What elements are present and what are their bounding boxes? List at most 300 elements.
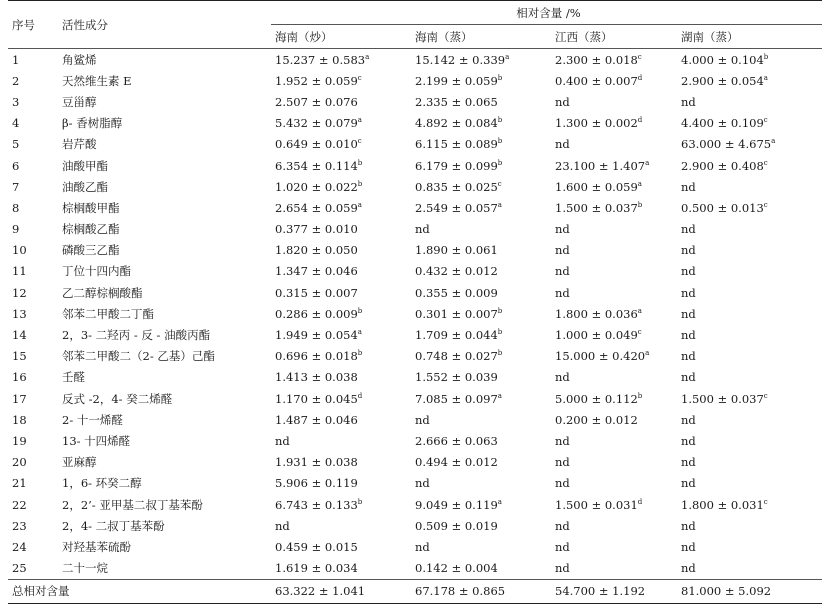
significance-letter: a	[497, 497, 502, 506]
content-cell	[677, 515, 822, 536]
content-value: 4.400 ± 0.109	[681, 116, 764, 131]
component-name: 2，4- 二叔丁基苯酚	[62, 518, 165, 533]
content-cell	[677, 70, 822, 91]
content-value: 1.952 ± 0.059	[275, 73, 358, 88]
content-cell	[271, 197, 411, 218]
component-name: 2，3- 二羟丙 - 反 - 油酸丙酯	[62, 328, 211, 343]
content-value: nd	[681, 370, 696, 385]
content-cell	[551, 197, 677, 218]
table-body	[8, 49, 822, 580]
content-cell	[677, 388, 822, 409]
content-value: nd	[275, 518, 290, 533]
content-value: 1.800 ± 0.036	[555, 306, 638, 321]
content-value: 23.100 ± 1.407	[555, 158, 646, 173]
content-cell	[677, 494, 822, 515]
column-group-relative-content: 相对含量 /%	[271, 1, 822, 25]
content-value: nd	[681, 433, 696, 448]
content-value: 0.432 ± 0.012	[415, 264, 498, 279]
significance-letter: c	[357, 137, 362, 146]
significance-letter: c	[497, 179, 502, 188]
content-cell	[411, 176, 551, 197]
content-value: nd	[555, 455, 570, 470]
content-value: nd	[555, 94, 570, 109]
content-cell	[271, 409, 411, 430]
content-value: nd	[555, 370, 570, 385]
content-cell	[551, 134, 677, 155]
content-cell	[677, 49, 822, 71]
content-cell	[551, 494, 677, 515]
table-row	[8, 452, 822, 473]
total-row	[8, 579, 822, 603]
column-header-index: 序号	[8, 1, 58, 49]
content-value: nd	[681, 306, 696, 321]
component-name: 岩芹酸	[62, 137, 97, 152]
significance-letter: a	[505, 52, 510, 61]
content-cell	[411, 282, 551, 303]
significance-letter: b	[497, 137, 503, 146]
content-cell	[411, 452, 551, 473]
content-cell	[411, 197, 551, 218]
content-value: 0.355 ± 0.009	[415, 285, 498, 300]
content-value: 1.487 ± 0.046	[275, 412, 358, 427]
content-cell	[677, 430, 822, 451]
significance-letter: b	[497, 349, 503, 358]
content-value: 9.049 ± 0.119	[415, 497, 498, 512]
content-value: nd	[555, 476, 570, 491]
content-cell	[677, 176, 822, 197]
content-value: nd	[681, 264, 696, 279]
significance-letter: d	[357, 391, 363, 400]
content-value: 15.142 ± 0.339	[415, 52, 506, 67]
content-value: 4.892 ± 0.084	[415, 116, 498, 131]
content-value: 0.494 ± 0.012	[415, 455, 498, 470]
content-cell	[677, 134, 822, 155]
significance-letter: b	[497, 73, 503, 82]
content-cell	[411, 346, 551, 367]
content-value: nd	[681, 561, 696, 576]
component-name: 棕榈酸甲酯	[62, 200, 120, 215]
significance-letter: c	[763, 158, 768, 167]
content-cell	[677, 536, 822, 557]
row-index: 10	[12, 243, 27, 258]
content-cell	[411, 91, 551, 112]
row-index: 14	[12, 328, 27, 343]
component-name: 二十一烷	[62, 561, 108, 576]
content-value: nd	[555, 518, 570, 533]
content-cell	[551, 346, 677, 367]
content-cell	[271, 155, 411, 176]
significance-letter: a	[771, 137, 776, 146]
row-index: 11	[12, 264, 27, 279]
content-cell	[677, 367, 822, 388]
significance-letter: a	[637, 179, 642, 188]
content-value: 1.500 ± 0.037	[681, 391, 764, 406]
content-cell	[411, 367, 551, 388]
content-cell	[411, 536, 551, 557]
component-name: 角鲨烯	[62, 52, 97, 67]
content-value: 0.301 ± 0.007	[415, 306, 498, 321]
content-cell	[271, 134, 411, 155]
content-value: 0.142 ± 0.004	[415, 561, 498, 576]
content-cell	[677, 473, 822, 494]
content-value: 0.835 ± 0.025	[415, 179, 498, 194]
content-cell	[271, 240, 411, 261]
significance-letter: d	[637, 116, 643, 125]
content-cell	[551, 282, 677, 303]
content-cell	[411, 240, 551, 261]
content-cell	[551, 219, 677, 240]
content-cell	[271, 70, 411, 91]
content-cell	[677, 346, 822, 367]
significance-letter: b	[497, 306, 503, 315]
content-value: 5.432 ± 0.079	[275, 116, 358, 131]
significance-letter: a	[497, 391, 502, 400]
significance-letter: c	[357, 73, 362, 82]
component-name: 反式 -2，4- 癸二烯醛	[62, 391, 173, 406]
table-row	[8, 324, 822, 345]
content-value: 0.400 ± 0.007	[555, 73, 638, 88]
content-cell	[551, 91, 677, 112]
content-value: 2.335 ± 0.065	[415, 94, 498, 109]
component-name: 油酸乙酯	[62, 179, 108, 194]
row-index: 7	[12, 179, 20, 194]
content-value: nd	[555, 433, 570, 448]
relative-content-table	[8, 0, 822, 604]
content-cell	[271, 473, 411, 494]
content-cell	[551, 155, 677, 176]
total-label: 总相对含量	[8, 579, 271, 603]
component-name: 油酸甲酯	[62, 158, 108, 173]
content-value: nd	[555, 243, 570, 258]
component-name: 壬醛	[62, 370, 85, 385]
content-value: 6.179 ± 0.099	[415, 158, 498, 173]
table-row	[8, 536, 822, 557]
content-cell	[271, 430, 411, 451]
significance-letter: b	[763, 52, 769, 61]
table-row	[8, 558, 822, 580]
table-row	[8, 515, 822, 536]
table-row	[8, 49, 822, 71]
component-name: 邻苯二甲酸二（2- 乙基）己酯	[62, 349, 215, 364]
content-cell	[677, 197, 822, 218]
table-footer	[8, 579, 822, 603]
row-index: 1	[12, 52, 20, 67]
content-value: 1.820 ± 0.050	[275, 243, 358, 258]
row-index: 24	[12, 539, 27, 554]
content-value: 2.654 ± 0.059	[275, 200, 358, 215]
content-value: nd	[555, 264, 570, 279]
content-value: nd	[415, 539, 430, 554]
table-row	[8, 70, 822, 91]
content-cell	[411, 494, 551, 515]
row-index: 2	[12, 73, 20, 88]
row-index: 12	[12, 285, 27, 300]
content-value: 6.743 ± 0.133	[275, 497, 358, 512]
column-header-region: 海南（蒸）	[411, 25, 551, 49]
content-cell	[551, 515, 677, 536]
content-value: 1.347 ± 0.046	[275, 264, 358, 279]
content-cell	[271, 261, 411, 282]
table-row	[8, 346, 822, 367]
content-value: nd	[681, 328, 696, 343]
significance-letter: c	[637, 52, 642, 61]
content-cell	[677, 240, 822, 261]
content-cell	[411, 558, 551, 580]
table-header	[8, 1, 822, 49]
content-value: 2.900 ± 0.054	[681, 73, 764, 88]
component-name: 2，2’- 亚甲基二叔丁基苯酚	[62, 497, 203, 512]
content-cell	[551, 388, 677, 409]
content-value: nd	[681, 285, 696, 300]
content-cell	[551, 49, 677, 71]
significance-letter: b	[497, 116, 503, 125]
content-cell	[551, 452, 677, 473]
content-value: 0.649 ± 0.010	[275, 137, 358, 152]
significance-letter: a	[497, 200, 502, 209]
content-cell	[411, 155, 551, 176]
content-cell	[271, 536, 411, 557]
content-value: 1.500 ± 0.037	[555, 200, 638, 215]
table-row	[8, 134, 822, 155]
significance-letter: c	[763, 200, 768, 209]
content-value: 0.696 ± 0.018	[275, 349, 358, 364]
content-value: 0.509 ± 0.019	[415, 518, 498, 533]
content-value: nd	[415, 222, 430, 237]
content-value: 1.170 ± 0.045	[275, 391, 358, 406]
content-value: 2.549 ± 0.057	[415, 200, 498, 215]
content-value: 0.377 ± 0.010	[275, 222, 358, 237]
significance-letter: a	[357, 328, 362, 337]
content-cell	[411, 515, 551, 536]
content-cell	[271, 515, 411, 536]
content-value: 0.459 ± 0.015	[275, 539, 358, 554]
content-value: nd	[681, 518, 696, 533]
total-value: 63.322 ± 1.041	[271, 579, 411, 603]
content-cell	[411, 388, 551, 409]
significance-letter: b	[357, 349, 363, 358]
content-cell	[551, 367, 677, 388]
row-index: 3	[12, 94, 20, 109]
content-value: 5.906 ± 0.119	[275, 476, 358, 491]
content-cell	[271, 346, 411, 367]
content-cell	[411, 473, 551, 494]
content-cell	[411, 70, 551, 91]
content-value: 1.800 ± 0.031	[681, 497, 764, 512]
column-header-region: 江西（蒸）	[551, 25, 677, 49]
content-value: 0.748 ± 0.027	[415, 349, 498, 364]
table-row	[8, 261, 822, 282]
column-header-region: 海南（炒）	[271, 25, 411, 49]
content-value: 6.115 ± 0.089	[415, 137, 498, 152]
component-name: β- 香树脂醇	[62, 116, 123, 131]
content-value: 15.000 ± 0.420	[555, 349, 646, 364]
content-value: 2.666 ± 0.063	[415, 433, 498, 448]
content-value: nd	[415, 412, 430, 427]
content-cell	[271, 367, 411, 388]
content-cell	[677, 324, 822, 345]
significance-letter: a	[357, 116, 362, 125]
content-value: 0.200 ± 0.012	[555, 412, 638, 427]
content-cell	[677, 282, 822, 303]
content-value: nd	[681, 412, 696, 427]
total-value: 81.000 ± 5.092	[677, 579, 822, 603]
content-value: 1.619 ± 0.034	[275, 561, 358, 576]
content-cell	[551, 240, 677, 261]
content-cell	[411, 430, 551, 451]
table-row	[8, 91, 822, 112]
content-value: nd	[275, 433, 290, 448]
content-cell	[271, 176, 411, 197]
content-value: 1.931 ± 0.038	[275, 455, 358, 470]
content-cell	[271, 113, 411, 134]
content-cell	[551, 176, 677, 197]
content-cell	[411, 49, 551, 71]
content-value: 0.315 ± 0.007	[275, 285, 358, 300]
table-row	[8, 176, 822, 197]
content-cell	[411, 113, 551, 134]
content-cell	[411, 261, 551, 282]
content-cell	[551, 473, 677, 494]
row-index: 5	[12, 137, 20, 152]
significance-letter: b	[357, 306, 363, 315]
content-cell	[677, 452, 822, 473]
content-value: nd	[681, 539, 696, 554]
content-cell	[551, 430, 677, 451]
component-name: 2- 十一烯醛	[62, 412, 123, 427]
table-row	[8, 494, 822, 515]
content-cell	[677, 155, 822, 176]
component-name: 乙二醇棕榈酸酯	[62, 285, 143, 300]
significance-letter: b	[357, 158, 363, 167]
content-value: nd	[681, 455, 696, 470]
table-row	[8, 473, 822, 494]
content-value: nd	[681, 94, 696, 109]
content-value: nd	[681, 179, 696, 194]
content-value: 1.890 ± 0.061	[415, 243, 498, 258]
row-index: 19	[12, 433, 27, 448]
significance-letter: b	[637, 391, 643, 400]
content-value: 6.354 ± 0.114	[275, 158, 358, 173]
content-cell	[411, 324, 551, 345]
row-index: 22	[12, 497, 27, 512]
content-cell	[677, 219, 822, 240]
content-cell	[551, 558, 677, 580]
content-value: nd	[555, 561, 570, 576]
content-value: 1.709 ± 0.044	[415, 328, 498, 343]
total-value: 54.700 ± 1.192	[551, 579, 677, 603]
content-cell	[271, 282, 411, 303]
table-row	[8, 430, 822, 451]
content-cell	[411, 303, 551, 324]
content-cell	[271, 49, 411, 71]
row-index: 21	[12, 476, 27, 491]
significance-letter: b	[497, 158, 503, 167]
significance-letter: a	[763, 73, 768, 82]
content-cell	[551, 261, 677, 282]
table-row	[8, 282, 822, 303]
content-value: 7.085 ± 0.097	[415, 391, 498, 406]
content-cell	[271, 388, 411, 409]
significance-letter: c	[763, 116, 768, 125]
content-value: nd	[681, 476, 696, 491]
table-row	[8, 219, 822, 240]
content-cell	[677, 261, 822, 282]
content-value: 1.500 ± 0.031	[555, 497, 638, 512]
column-header-region: 湖南（蒸）	[677, 25, 822, 49]
row-index: 23	[12, 518, 27, 533]
component-name: 13- 十四烯醛	[62, 433, 131, 448]
row-index: 9	[12, 222, 20, 237]
row-index: 20	[12, 455, 27, 470]
table-row	[8, 409, 822, 430]
content-cell	[411, 134, 551, 155]
content-cell	[411, 219, 551, 240]
significance-letter: a	[645, 349, 650, 358]
component-name: 邻苯二甲酸二丁酯	[62, 306, 154, 321]
row-index: 15	[12, 349, 27, 364]
content-cell	[551, 113, 677, 134]
content-value: 2.300 ± 0.018	[555, 52, 638, 67]
table-row	[8, 197, 822, 218]
component-name: 棕榈酸乙酯	[62, 222, 120, 237]
row-index: 17	[12, 391, 27, 406]
significance-letter: a	[357, 200, 362, 209]
content-value: 5.000 ± 0.112	[555, 391, 638, 406]
significance-letter: b	[357, 497, 363, 506]
content-cell	[271, 494, 411, 515]
content-cell	[551, 303, 677, 324]
content-value: 1.949 ± 0.054	[275, 328, 358, 343]
content-value: nd	[415, 476, 430, 491]
table-row	[8, 155, 822, 176]
content-cell	[677, 303, 822, 324]
content-value: nd	[555, 137, 570, 152]
row-index: 18	[12, 412, 27, 427]
content-cell	[551, 536, 677, 557]
content-value: 0.500 ± 0.013	[681, 200, 764, 215]
significance-letter: a	[637, 306, 642, 315]
row-index: 16	[12, 370, 27, 385]
content-value: 1.020 ± 0.022	[275, 179, 358, 194]
significance-letter: a	[645, 158, 650, 167]
content-value: 1.413 ± 0.038	[275, 370, 358, 385]
content-cell	[677, 409, 822, 430]
significance-letter: b	[357, 179, 363, 188]
content-cell	[271, 558, 411, 580]
content-value: 2.507 ± 0.076	[275, 94, 358, 109]
table-row	[8, 388, 822, 409]
component-name: 丁位十四内酯	[62, 264, 131, 279]
component-name: 豆甾醇	[62, 94, 97, 109]
content-cell	[677, 113, 822, 134]
content-value: nd	[555, 539, 570, 554]
content-value: 1.552 ± 0.039	[415, 370, 498, 385]
significance-letter: d	[637, 73, 643, 82]
row-index: 13	[12, 306, 27, 321]
content-cell	[271, 324, 411, 345]
significance-letter: c	[637, 328, 642, 337]
content-value: 4.000 ± 0.104	[681, 52, 764, 67]
significance-letter: b	[497, 328, 503, 337]
content-value: nd	[555, 285, 570, 300]
content-value: 63.000 ± 4.675	[681, 137, 772, 152]
content-cell	[551, 324, 677, 345]
content-value: 2.900 ± 0.408	[681, 158, 764, 173]
content-value: 15.237 ± 0.583	[275, 52, 366, 67]
content-value: 1.300 ± 0.002	[555, 116, 638, 131]
component-name: 亚麻醇	[62, 455, 97, 470]
significance-letter: b	[637, 200, 643, 209]
